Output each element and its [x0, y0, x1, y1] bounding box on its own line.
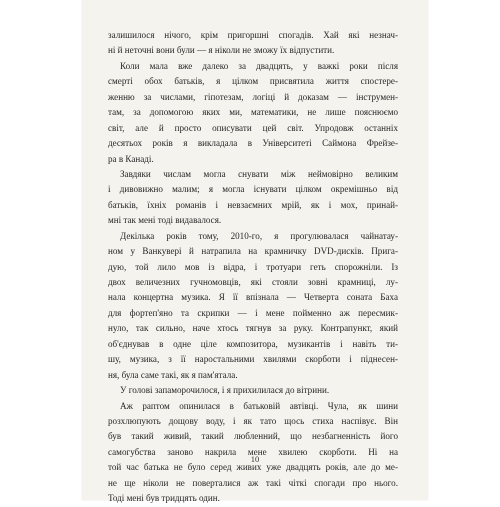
- text-line: дую, той лило мов із відра, і тротуари геть спорожніли. Із: [108, 261, 398, 272]
- text-line: десятьох років я викладала в Університеті Саймона Фрейзе-: [108, 138, 398, 149]
- text-line: об'єднував в одне ціле композитора, музикантів і навіть ти-: [108, 338, 398, 349]
- text-line: був такий живий, такий любленний, що незбагненність його: [108, 431, 398, 442]
- page-number: 10: [250, 454, 260, 464]
- text-line: ном у Ванкувері й натрапила на крамничку DVD-дисків. Прига-: [108, 246, 398, 257]
- text-line: той час батька не було серед живих уже двадцять років, але до ме-: [108, 462, 398, 473]
- text-line: Завдяки числам могла снувати між неймовірно великим: [120, 168, 398, 179]
- text-line: для фортеп'яно та скрипки — і мене пойменно аж пересмик-: [108, 307, 398, 318]
- text-line: женню за числами, гіпотезам, логіці й доказам — інструмен-: [108, 91, 398, 102]
- text-line: двох величезних гучномовців, які стояли зовні крамниці, лу-: [108, 277, 398, 287]
- text-line: ні й неточні вони були — я ніколи не зможу їх відпустити.: [108, 45, 335, 56]
- book-page: [82, 0, 428, 504]
- text-line: розхлюпують дощову воду, і як тато щось стиха наспівує. Він: [108, 415, 398, 426]
- text-line: ня, була саме такі, як я пам'ятала.: [108, 369, 238, 380]
- text-line: Декілька років тому, 2010-го, я прогулювалася чайнатау-: [120, 230, 398, 241]
- text-line: там, за допомогою яких ми, математики, не лише пояснюємо: [108, 107, 398, 118]
- text-line: Тоді мені був тридцять один.: [108, 493, 220, 504]
- text-line: Коли мала вже далеко за двадцять, у важкі роки після: [120, 60, 398, 71]
- text-line: мні так мені тоді видавалося.: [108, 215, 222, 226]
- text-line: Аж раптом опинилася в батьковій автівці. Чула, як шини: [120, 400, 398, 411]
- text-line: шу, музика, з її наростальними хвилями скорботи і піднесен-: [108, 354, 398, 365]
- text-line: не ще ніколи не поверталися аж такі чіткі спогади про нього.: [108, 477, 398, 488]
- body-text: [108, 28, 398, 507]
- text-line: ра в Канаді.: [108, 153, 154, 164]
- text-line: залишилося нічого, крім пригоршні спогадів. Хай які незнач-: [108, 30, 398, 40]
- text-line: самогубства заново накрила мене хвилею скорботи. Ні на: [108, 446, 398, 457]
- text-line: нала концертна музика. Я її впізнала — Четверта соната Баха: [108, 292, 398, 303]
- text-line: світ, але й просто описувати цей світ. Упродовж останніх: [108, 122, 398, 133]
- text-line: У голові запаморочилося, і я прихилилася до вітрини.: [120, 385, 330, 396]
- text-line: батьків, їхніх романів і невзаємних мрій, як і мох, принай-: [108, 199, 398, 210]
- text-line: і дивовижно малим; я могла існувати цілком окремішньо від: [108, 184, 398, 195]
- text-line: нуло, так сильно, наче хтось тягнув за руку. Контрапункт, який: [108, 323, 398, 334]
- text-line: смерті обох батьків, я цілком присвятила життя спостере-: [108, 76, 398, 87]
